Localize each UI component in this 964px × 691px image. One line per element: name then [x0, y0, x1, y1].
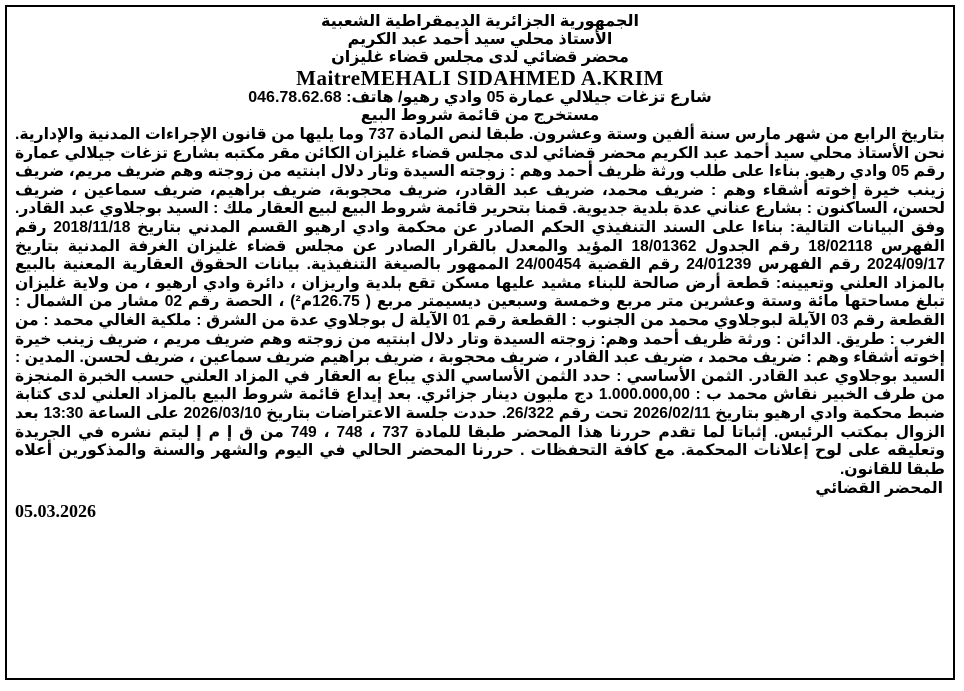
- signature-title: المحضر القضائي: [815, 480, 943, 498]
- office-title: محضر قضائي لدى مجلس قضاء غليزان: [331, 49, 629, 66]
- signature-date: 05.03.2026: [15, 501, 96, 522]
- notice-frame: [5, 5, 955, 680]
- document-title: مستخرج من قائمة شروط البيع: [360, 107, 600, 124]
- office-address: شارع تزغات جيلالي عمارة 05 وادي رهيو/ هاتف: 046.78.62.68: [248, 89, 712, 106]
- notice-body: بتاريخ الرابع من شهر مارس سنة ألفين وستة وعشرون. طبقا لنص المادة 737 وما يليها من قانون الإجراءات المدنية والإدارية. نحن الأستاذ محلي سيد أحمد عبد الكريم محضر قضائي لدى مجلس قضاء غليزان الكائن مقر مكتبه بشارع تزغات جيلالي عمارة رقم 05 وادي رهيو. بناءا على طلب ورثة ظريف أحمد وهم : زوجته السيدة وتار دلال ابنتيه من زوجته وهم ضريف مريم، ضريف زينب خيرة إخوته أشقاء وهم : ضريف محمد، ضريف عبد القادر، ضريف محجوبة، ضريف براهيم، ضريف سماعين ، ضريف لحسن، الساكنون : بشارع عناني عدة بلدية جديوية. قمنا بتحرير قائمة شروط البيع لبيع العقار ملك : السيد بوجلاوي عبد القادر. وفق البيانات التالية: بناءا على السند التنفيذي الحكم الصادر عن محكمة وادي ارهيو القسم المدني بتاريخ 2018/11/18 رقم الفهرس 18/02118 رقم الجدول 18/01362 المؤيد والمعدل بالقرار الصادر عن مجلس قضاء غليزان الغرفة المدنية بتاريخ 2024/09/17 رقم الفهرس 24/01239 رقم القضية 24/00454 الممهور بالصيغة التنفيذية. بيانات الحقوق العقارية المعنية بالبيع بالمزاد العلني وتعيينه: قطعة أرض صالحة للبناء مشيد عليها مسكن تقع بلدية واريزان ، دائرة وادي ارهيو ، من ولاية غليزان تبلغ مساحتها مائة وستة وعشرين متر مربع وخمسة وسبعين ديسيمتر مربع ( 126.75م²) ، الحصة رقم 02 مشار من الشمال : القطعة رقم 03 الآيلة لبوجلاوي محمد من الجنوب : القطعة رقم 01 الآيلة ل بوجلاوي عدة من الشرق : ملكية الغالي محمد : من الغرب : طريق. الدائن : ورثة ظريف أحمد وهم: زوجته السيدة وتار دلال ابنتيه من زوجته وهم ضريف مريم ، ضريف زينب خيرة إخوته أشقاء وهم : ضريف محمد ، ضريف عبد القادر ، ضريف محجوبة ، ضريف براهيم ضريف سماعين ، ضريف لحسن. المدين : السيد بوجلاوي عبد القادر. الثمن الأساسي : حدد الثمن الأساسي الذي يباع به العقار في المزاد العلني حسب الخبرة المنجزة من طرف الخبير نقاش محمد ب : 1.000.000,00 دج مليون دينار جزائري. بعد إيداع قائمة شروط البيع بالمزاد العلني لدى كتابة ضبط محكمة وادي ارهيو بتاريخ 2026/02/11 تحت رقم 26/322. حددت جلسة الاعتراضات بتاريخ 2026/03/10 على الساعة 13:30 بعد الزوال بمكتب الرئيس. إثباتا لما تقدم حررنا هذا المحضر طبقا للمادة 737 ، 748 ، 749 من ق إ م إ ليتم نشره في الجريدة وتعليقه على لوح إعلانات المحكمة. مع كافة التحفظات . حررنا المحضر الحالي في اليوم والشهر والسنة والمذكورين أعلاه طبقا للقانون.: [15, 126, 946, 478]
- bailiff-latin-name: MaitreMEHALI SIDAHMED A.KRIM: [296, 66, 664, 90]
- republic-heading: الجمهورية الجزائرية الديمقراطية الشعبية: [320, 13, 640, 30]
- document-header: [15, 13, 945, 125]
- bailiff-name: الأستاذ محلي سيد أحمد عبد الكريم: [347, 31, 613, 48]
